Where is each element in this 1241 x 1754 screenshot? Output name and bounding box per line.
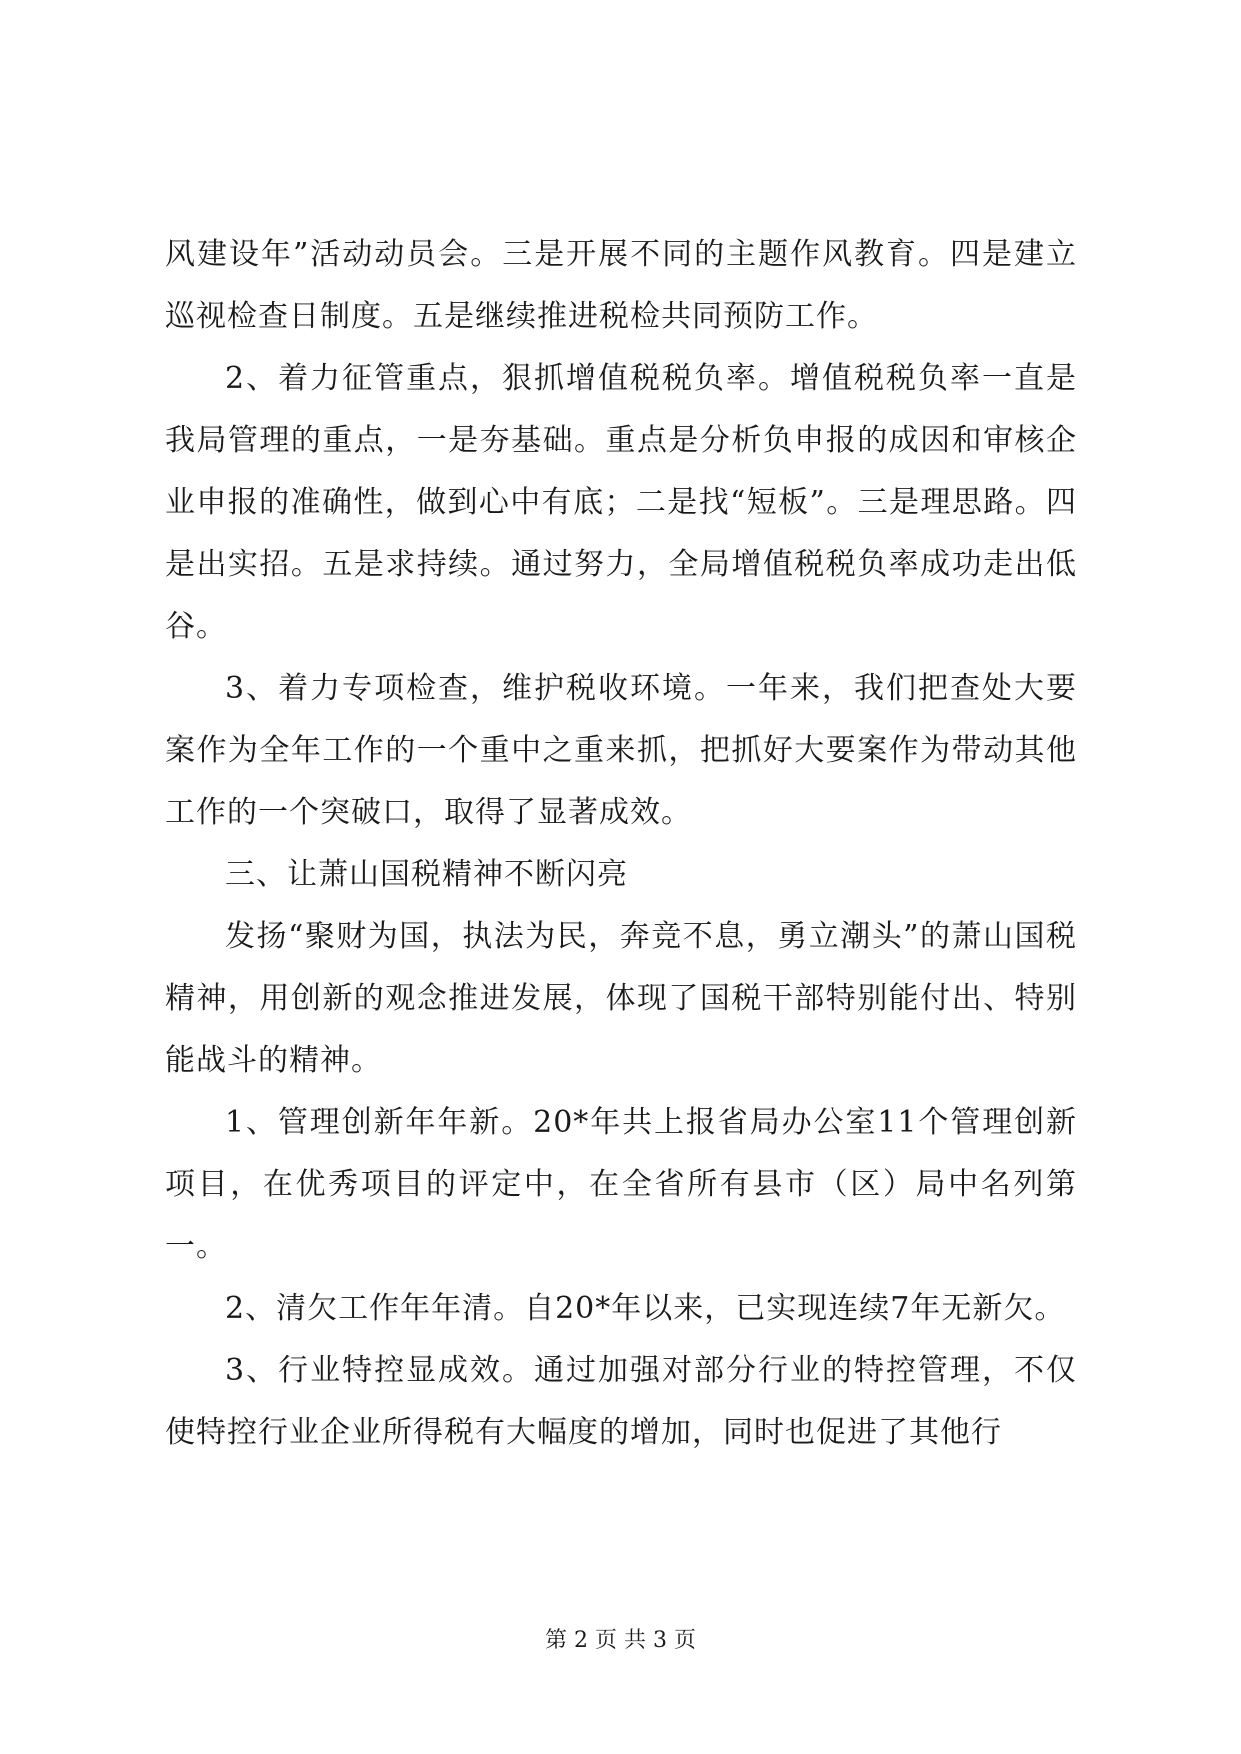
paragraph-item-2b: 2、清欠工作年年清。自20*年以来，已实现连续7年无新欠。 (225, 1291, 1066, 1326)
paragraph-item-3b: 3、行业特控显成效。通过加强对部分行业的特控管理，不仅使特控行业企业所得税有大幅度的增加，同时也促进了其他行 (165, 1353, 1077, 1450)
section-heading: 三、让萧山国税精神不断闪亮 (225, 857, 628, 892)
page-footer (0, 1626, 1241, 1656)
document-body (165, 224, 1077, 1464)
paragraph-continuation: 风建设年”活动动员会。三是开展不同的主题作风教育。四是建立巡视检查日制度。五是继续推进税检共同预防工作。 (165, 237, 1077, 334)
paragraph-item-2: 2、着力征管重点，狠抓增值税税负率。增值税税负率一直是我局管理的重点，一是夯基础。重点是分析负申报的成因和审核企业申报的准确性，做到心中有底；二是找“短板”。三是理思路。四是出实招。五是求持续。通过努力，全局增值税税负率成功走出低谷。 (165, 361, 1077, 644)
paragraph-item-1: 1、管理创新年年新。20*年共上报省局办公室11个管理创新项目，在优秀项目的评定中，在全省所有县市（区）局中名列第一。 (165, 1105, 1077, 1264)
page-number: 第 2 页 共 3 页 (545, 1628, 696, 1653)
paragraph-item-3: 3、着力专项检查，维护税收环境。一年来，我们把查处大要案作为全年工作的一个重中之重来抓，把抓好大要案作为带动其他工作的一个突破口，取得了显著成效。 (165, 671, 1077, 830)
paragraph-section-intro: 发扬“聚财为国，执法为民，奔竞不息，勇立潮头”的萧山国税精神，用创新的观念推进发展，体现了国税干部特别能付出、特别能战斗的精神。 (165, 919, 1077, 1078)
